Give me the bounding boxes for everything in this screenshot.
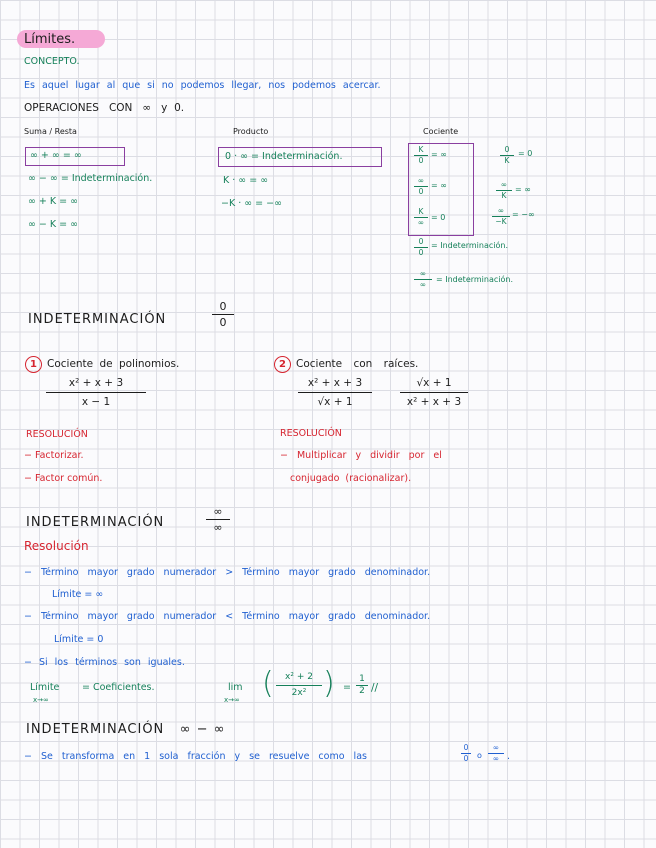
col-suma-resta: Suma / Resta bbox=[24, 127, 77, 136]
case2-resolution-label: RESOLUCIÓN bbox=[280, 428, 342, 439]
ind3-period: . bbox=[507, 751, 511, 762]
ind-inf-minus-inf-heading: INDETERMINACIÓN ∞ − ∞ bbox=[26, 722, 226, 737]
case1-title: Cociente de polinomios. bbox=[47, 358, 180, 370]
case2-fraction-1: x² + x + 3 √x + 1 bbox=[298, 378, 372, 407]
cociente-frac-inf-inf: ∞ ∞ bbox=[414, 270, 432, 288]
ind3-fraction-inf-inf: ∞ ∞ bbox=[488, 744, 504, 762]
cociente-frac-0-k: 0 K bbox=[500, 146, 514, 164]
cociente-frac-0-0: 0 0 bbox=[414, 238, 428, 256]
case1-fraction: x² + x + 3 x − 1 bbox=[46, 378, 146, 407]
example-lim: lim bbox=[228, 682, 243, 693]
suma-row-2: ∞ − ∞ = Indeterminación. bbox=[28, 173, 153, 184]
limit-word: Límite bbox=[30, 682, 60, 693]
suma-row-3: ∞ + K = ∞ bbox=[28, 196, 79, 207]
rule-3: − Si los términos son iguales. bbox=[24, 657, 185, 668]
ind-0-0-fraction: 0 0 bbox=[212, 301, 234, 328]
cociente-frac-inf-negk: ∞ −K bbox=[492, 207, 510, 225]
rule-2: − Término mayor grado numerador < Término mayor grado denominador. bbox=[24, 611, 431, 622]
producto-row-2: K · ∞ = ∞ bbox=[223, 175, 269, 186]
cociente-res-3: = 0 bbox=[431, 213, 446, 222]
example-equals: = bbox=[343, 682, 351, 693]
producto-row-3: −K · ∞ = −∞ bbox=[221, 198, 283, 209]
col-producto: Producto bbox=[233, 127, 269, 136]
col-cociente: Cociente bbox=[423, 127, 459, 136]
case2-fraction-2: √x + 1 x² + x + 3 bbox=[400, 378, 468, 407]
suma-row-4: ∞ − K = ∞ bbox=[28, 219, 79, 230]
case1-number-circle: 1 bbox=[25, 356, 42, 373]
rule-1-result: Límite = ∞ bbox=[52, 589, 104, 600]
rule-2-result: Límite = 0 bbox=[54, 634, 104, 645]
ind-inf-inf-resolution-label: Resolución bbox=[24, 539, 89, 553]
example-fraction: x² + 2 2x² bbox=[276, 673, 322, 698]
case1-resolution-label: RESOLUCIÓN bbox=[26, 429, 88, 440]
limit-subscript: x→∞ bbox=[33, 696, 49, 704]
rule-1: − Término mayor grado numerador > Término mayor grado denominador. bbox=[24, 567, 431, 578]
ind3-separator: o bbox=[477, 751, 482, 760]
cociente-frac-k-0: K 0 bbox=[414, 146, 428, 164]
case2-step-1: − Multiplicar y dividir por el bbox=[280, 450, 442, 461]
ind-inf-inf-fraction: ∞ ∞ bbox=[206, 506, 230, 533]
example-result: 1 2 bbox=[356, 675, 368, 696]
cociente-res-6: = 0 bbox=[518, 149, 533, 158]
ind3-fraction-0-0: 0 0 bbox=[461, 744, 471, 762]
case1-step-2: − Factor común. bbox=[24, 473, 103, 484]
example-paren-right: ) bbox=[323, 666, 335, 701]
cociente-res-4: = Indeterminación. bbox=[431, 241, 508, 250]
cociente-frac-k-inf: K ∞ bbox=[414, 208, 428, 226]
operations-heading: OPERACIONES CON ∞ y 0. bbox=[24, 102, 185, 114]
case2-number-circle: 2 bbox=[274, 356, 291, 373]
producto-row-1: 0 · ∞ = Indeterminación. bbox=[225, 151, 343, 162]
example-lim-subscript: x→∞ bbox=[224, 696, 240, 704]
ind-0-0-heading: INDETERMINACIÓN bbox=[28, 312, 167, 327]
cociente-res-8: = −∞ bbox=[512, 210, 535, 219]
case1-step-1: − Factorizar. bbox=[24, 450, 84, 461]
case2-title: Cociente con raíces. bbox=[296, 358, 419, 370]
cociente-res-7: = ∞ bbox=[515, 185, 531, 194]
example-end-mark: // bbox=[371, 682, 379, 694]
concept-label: CONCEPTO. bbox=[24, 56, 80, 67]
suma-row-1: ∞ + ∞ = ∞ bbox=[30, 150, 82, 161]
cociente-res-5: = Indeterminación. bbox=[436, 275, 513, 284]
page-title: Límites. bbox=[24, 32, 76, 47]
cociente-frac-inf-k: ∞ K bbox=[496, 181, 512, 199]
cociente-frac-inf-0: ∞ 0 bbox=[414, 177, 428, 195]
cociente-res-1: = ∞ bbox=[431, 150, 447, 159]
concept-text: Es aquel lugar al que si no podemos llegar, nos podemos acercar. bbox=[24, 80, 381, 91]
ind-inf-minus-inf-text: − Se transforma en 1 sola fracción y se resuelve como las bbox=[24, 751, 367, 762]
limit-equals-coefficients: = Coeficientes. bbox=[82, 682, 155, 693]
case2-step-2: conjugado (racionalizar). bbox=[290, 473, 412, 484]
example-paren-left: ( bbox=[262, 666, 274, 701]
cociente-res-2: = ∞ bbox=[431, 181, 447, 190]
ind-inf-inf-heading: INDETERMINACIÓN bbox=[26, 515, 165, 530]
